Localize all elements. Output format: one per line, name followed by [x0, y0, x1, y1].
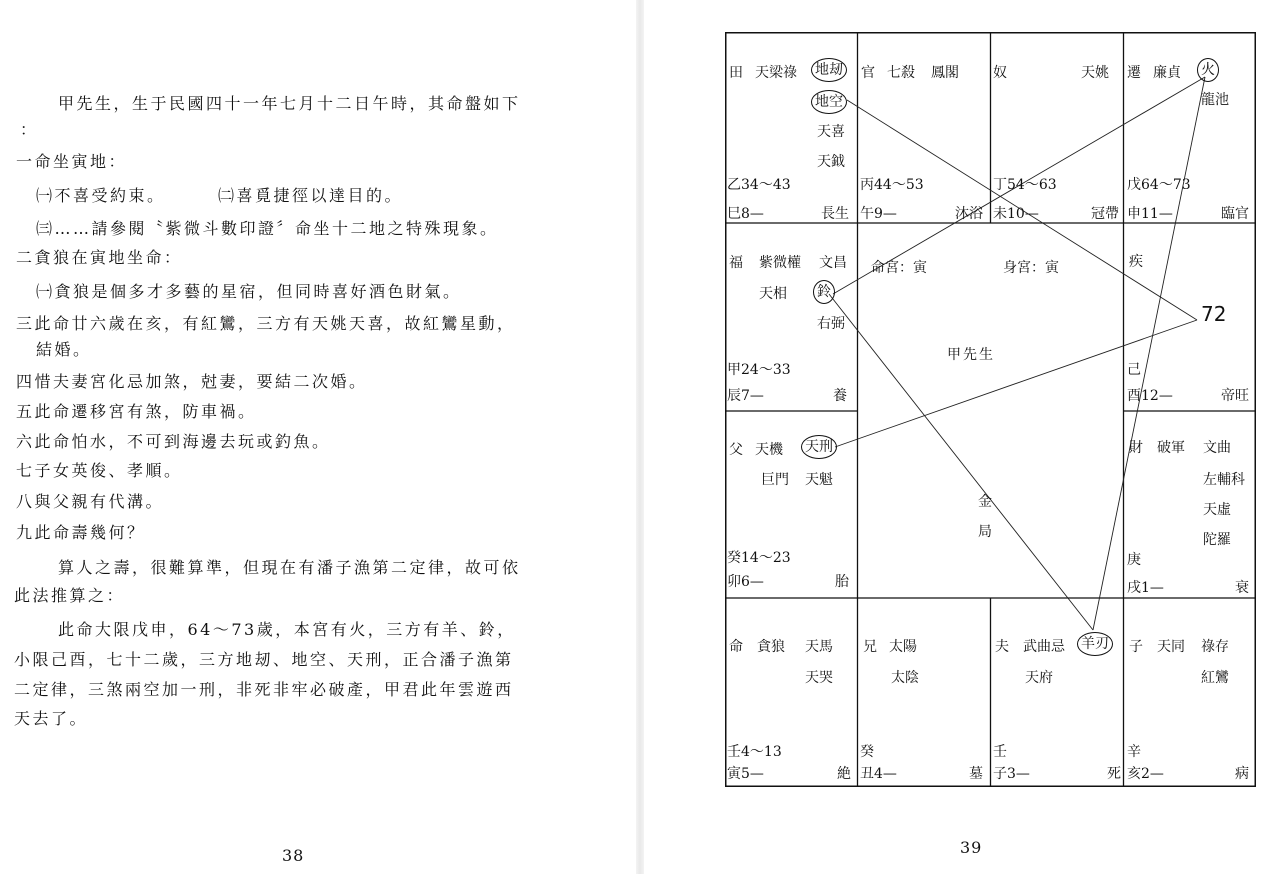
text-line: 六此命怕水，不可到海邊去玩或釣魚。 — [16, 432, 331, 451]
palace-label: 子 — [1129, 639, 1143, 655]
star-name: 文昌 — [819, 255, 847, 271]
ming-gong-label: 命宮：寅 — [871, 260, 927, 276]
phase-label: 沐浴 — [955, 206, 983, 222]
text-line: 結婚。 — [36, 340, 92, 359]
decade-range: 辛 — [1127, 744, 1141, 760]
decade-range: 丙44～53 — [860, 177, 924, 193]
phase-label: 絶 — [837, 766, 851, 782]
text-line: ㈢……請參閱〝紫微斗數印證〞命坐十二地之特殊現象。 — [36, 219, 499, 238]
branch-label: 午9— — [860, 206, 897, 222]
circled-star: 天刑 — [801, 435, 837, 459]
branch-label: 丑4— — [860, 766, 897, 782]
text-line: 甲先生，生于民國四十一年七月十二日午時，其命盤如下 — [58, 94, 521, 113]
branch-label: 酉12— — [1127, 388, 1173, 404]
palace-label: 父 — [729, 442, 743, 458]
phase-label: 胎 — [835, 574, 849, 590]
star-name: 天姚 — [1081, 65, 1109, 81]
text-line: ㈠貪狼是個多才多藝的星宿，但同時喜好酒色財氣。 — [36, 282, 462, 301]
palace-label: 福 — [729, 255, 743, 271]
destiny-chart — [725, 32, 1256, 787]
text-line: 二定律，三煞兩空加一刑，非死非牢必破產，甲君此年雲遊西 — [14, 680, 514, 699]
decade-range: 己 — [1127, 362, 1141, 378]
palace-label: 命 — [729, 639, 743, 655]
chart-owner-name: 甲先生 — [947, 347, 995, 363]
circled-star: 羊刃 — [1077, 632, 1113, 656]
text-line: 天去了。 — [14, 709, 89, 728]
phase-label: 養 — [833, 388, 847, 404]
star-name: 天梁祿 — [755, 65, 797, 81]
circled-star: 地刼 — [811, 58, 847, 82]
phase-label: 墓 — [969, 766, 983, 782]
star-name: 破軍 — [1157, 440, 1185, 456]
star-name: 廉貞 — [1153, 65, 1181, 81]
page-number: 38 — [282, 846, 305, 865]
minor-star: 太陰 — [891, 670, 919, 686]
minor-star: 天虛 — [1203, 502, 1231, 518]
text-line: ㈠不喜受約束。 — [36, 186, 166, 205]
circled-star: 火 — [1197, 58, 1219, 82]
star-name: 七殺 — [887, 65, 915, 81]
palace-label: 財 — [1129, 440, 1143, 456]
branch-label: 卯6— — [727, 574, 764, 590]
star-name: 貪狼 — [757, 639, 785, 655]
branch-label: 子3— — [993, 766, 1030, 782]
minor-star: 左輔科 — [1203, 472, 1245, 488]
text-line: 算人之壽，很難算準，但現在有潘子漁第二定律，故可依 — [58, 558, 521, 577]
star-name: 文曲 — [1203, 440, 1231, 456]
element-bureau: 金 — [978, 494, 992, 510]
palace-label: 遷 — [1127, 65, 1141, 81]
minor-star: 紅鸞 — [1201, 670, 1229, 686]
circled-star: 鈴 — [813, 280, 835, 304]
text-line: 此法推算之： — [14, 586, 126, 605]
branch-label: 未10— — [993, 206, 1039, 222]
decade-range: 丁54～63 — [993, 177, 1057, 193]
star-name: 鳳閣 — [931, 65, 959, 81]
text-line: 八與父親有代溝。 — [16, 492, 165, 511]
star-name: 太陽 — [889, 639, 917, 655]
text-line: 七子女英俊、孝順。 — [16, 461, 183, 480]
palace-label: 疾 — [1129, 254, 1143, 270]
star-name: 祿存 — [1201, 639, 1229, 655]
text-line: 此命大限戊申，64～73歲，本宮有火，三方有羊、鈴， — [58, 620, 516, 639]
text-line: 一命坐寅地： — [16, 152, 128, 171]
phase-label: 死 — [1107, 766, 1121, 782]
decade-range: 甲24～33 — [727, 362, 791, 378]
text-line: 五此命遷移宮有煞，防車禍。 — [16, 402, 257, 421]
text-line: 小限己酉，七十二歲，三方地刼、地空、天刑，正合潘子漁第 — [14, 650, 514, 669]
star-name: 武曲忌 — [1023, 639, 1065, 655]
minor-star: 天哭 — [805, 670, 833, 686]
text-line: 四惜夫妻宮化忌加煞，尅妻，要結二次婚。 — [16, 372, 368, 391]
minor-star: 天喜 — [817, 124, 845, 140]
minor-star: 天相 — [759, 286, 787, 302]
branch-label: 戌1— — [1127, 580, 1164, 596]
branch-label: 亥2— — [1127, 766, 1164, 782]
branch-label: 巳8— — [727, 206, 764, 222]
page-number: 39 — [960, 838, 983, 857]
element-bureau: 局 — [978, 524, 992, 540]
branch-label: 辰7— — [727, 388, 764, 404]
phase-label: 臨官 — [1221, 206, 1249, 222]
decade-range: 壬 — [993, 744, 1007, 760]
decade-range: 戊64～73 — [1127, 177, 1191, 193]
minor-star: 巨門 — [761, 472, 789, 488]
connect-line — [1093, 77, 1205, 630]
palace-label: 兄 — [863, 639, 877, 655]
phase-label: 冠帶 — [1091, 206, 1119, 222]
decade-range: 庚 — [1127, 552, 1141, 568]
text-line: 九此命壽幾何？ — [16, 523, 146, 542]
palace-label: 夫 — [995, 639, 1009, 655]
phase-label: 病 — [1235, 766, 1249, 782]
branch-label: 申11— — [1127, 206, 1173, 222]
decade-range: 乙34～43 — [727, 177, 791, 193]
connect-line — [829, 294, 1093, 630]
minor-star: 天府 — [1025, 670, 1053, 686]
palace-label: 田 — [729, 65, 743, 81]
star-name: 紫微權 — [759, 255, 801, 271]
minor-star: 龍池 — [1201, 92, 1229, 108]
text-line: ㈡喜覓捷徑以達目的。 — [218, 186, 404, 205]
circled-star: 地空 — [811, 90, 847, 114]
shen-gong-label: 身宮：寅 — [1003, 260, 1059, 276]
minor-star: 天鉞 — [817, 154, 845, 170]
text-line: 三此命廿六歲在亥，有紅鸞，三方有天姚天喜，故紅鸞星動， — [16, 314, 516, 333]
decade-range: 壬4～13 — [727, 744, 782, 760]
handwritten-age-note: 72 — [1201, 302, 1227, 326]
palace-label: 奴 — [993, 65, 1007, 81]
decade-range: 癸14～23 — [727, 550, 791, 566]
decade-range: 癸 — [860, 744, 874, 760]
palace-label: 官 — [861, 65, 875, 81]
star-name: 天同 — [1157, 639, 1185, 655]
phase-label: 長生 — [821, 206, 849, 222]
minor-star: 陀羅 — [1203, 532, 1231, 548]
phase-label: 衰 — [1235, 580, 1249, 596]
text-line: ： — [20, 120, 39, 139]
star-name: 天馬 — [805, 639, 833, 655]
minor-star: 右弼 — [817, 316, 845, 332]
phase-label: 帝旺 — [1221, 388, 1249, 404]
star-name: 天機 — [755, 442, 783, 458]
left-page — [0, 0, 640, 874]
branch-label: 寅5— — [727, 766, 764, 782]
minor-star: 天魁 — [805, 472, 833, 488]
text-line: 二貪狼在寅地坐命： — [16, 248, 183, 267]
